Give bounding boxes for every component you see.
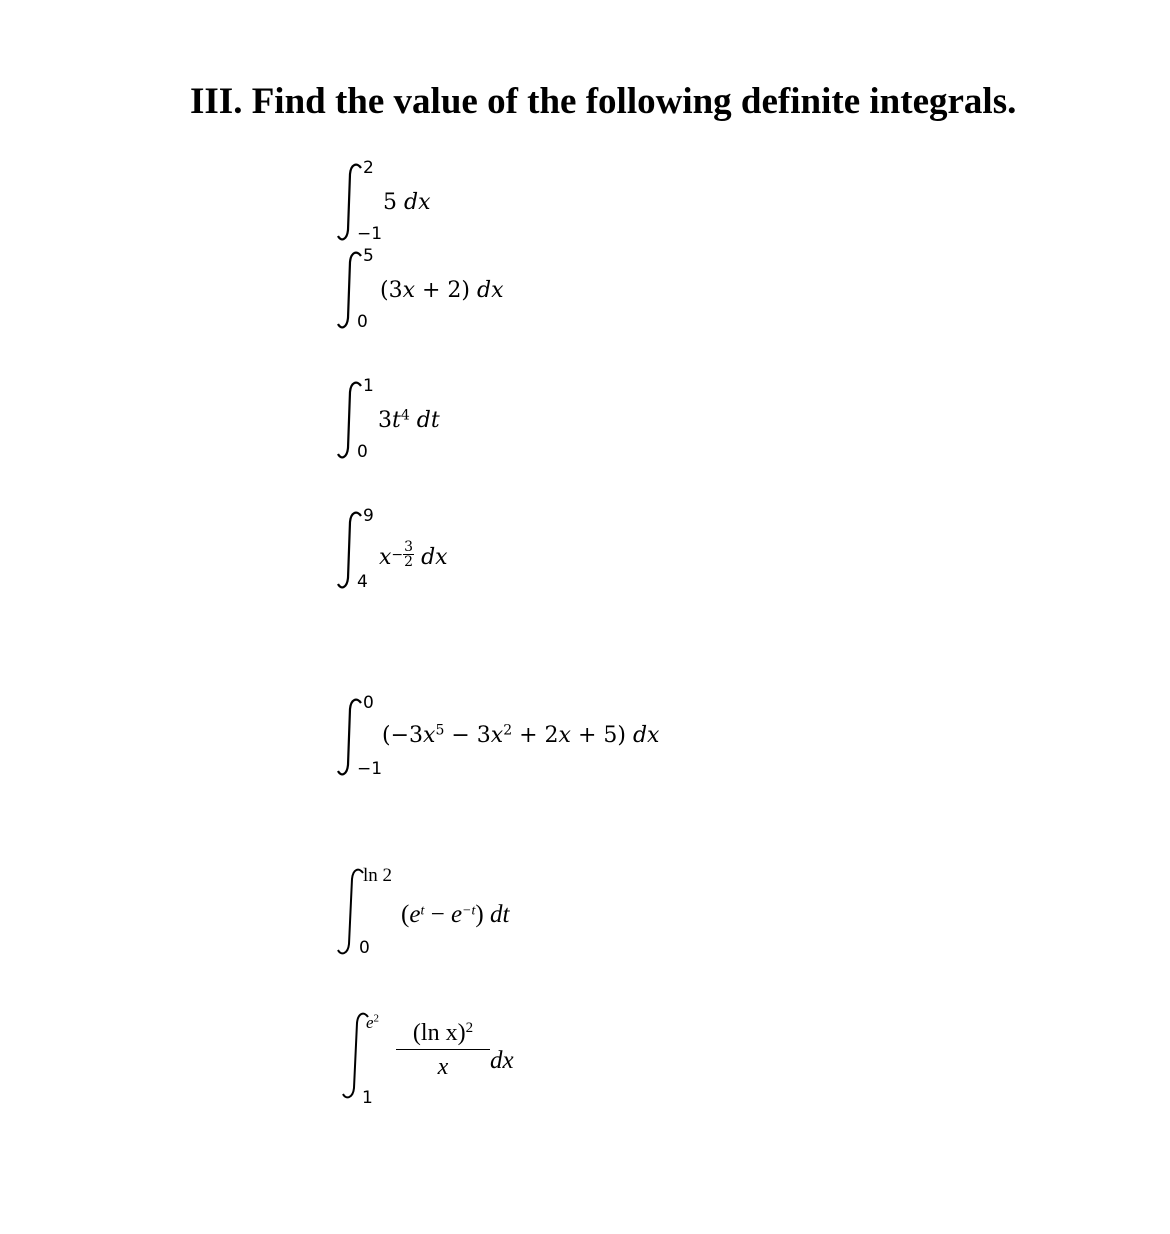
- upper-limit: 2: [363, 158, 374, 178]
- numerator: (ln x)$^2$: [412, 1019, 474, 1046]
- lower-limit: 1: [362, 1088, 373, 1108]
- fractional-exponent: − $\frac{3}{2}$: [391, 539, 414, 570]
- upper-limit: ln 2: [363, 865, 393, 886]
- upper-limit: 0: [363, 693, 374, 713]
- integrand: (3x + 2) dx: [380, 278, 504, 303]
- integrand: $(-3x^5 - 3x^2 + 2x + 5)$ dx: [382, 722, 660, 748]
- page-title: III. Find the value of the following definite integrals.: [190, 81, 1017, 122]
- differential: dx: [490, 1047, 514, 1074]
- upper-limit: $e^2$: [366, 1012, 380, 1032]
- lower-limit: 0: [357, 312, 368, 332]
- integrand: 5 dx: [383, 190, 431, 215]
- fraction: [388, 1020, 498, 1081]
- integrand: x− $\frac{3}{2}$ dx: [379, 539, 448, 571]
- upper-limit: 9: [363, 506, 374, 526]
- lower-limit: −1: [357, 224, 383, 244]
- lower-limit: 0: [359, 938, 370, 958]
- lower-limit: 4: [357, 572, 368, 592]
- lower-limit: −1: [357, 759, 383, 779]
- upper-limit: 1: [363, 376, 374, 396]
- upper-limit: 5: [363, 246, 374, 266]
- integrand: $3t^4$ dt: [378, 407, 440, 433]
- denominator: x: [437, 1054, 449, 1080]
- lower-limit: 0: [357, 442, 368, 462]
- integrand: $(e^t - e^{-t})$ dt: [401, 901, 510, 928]
